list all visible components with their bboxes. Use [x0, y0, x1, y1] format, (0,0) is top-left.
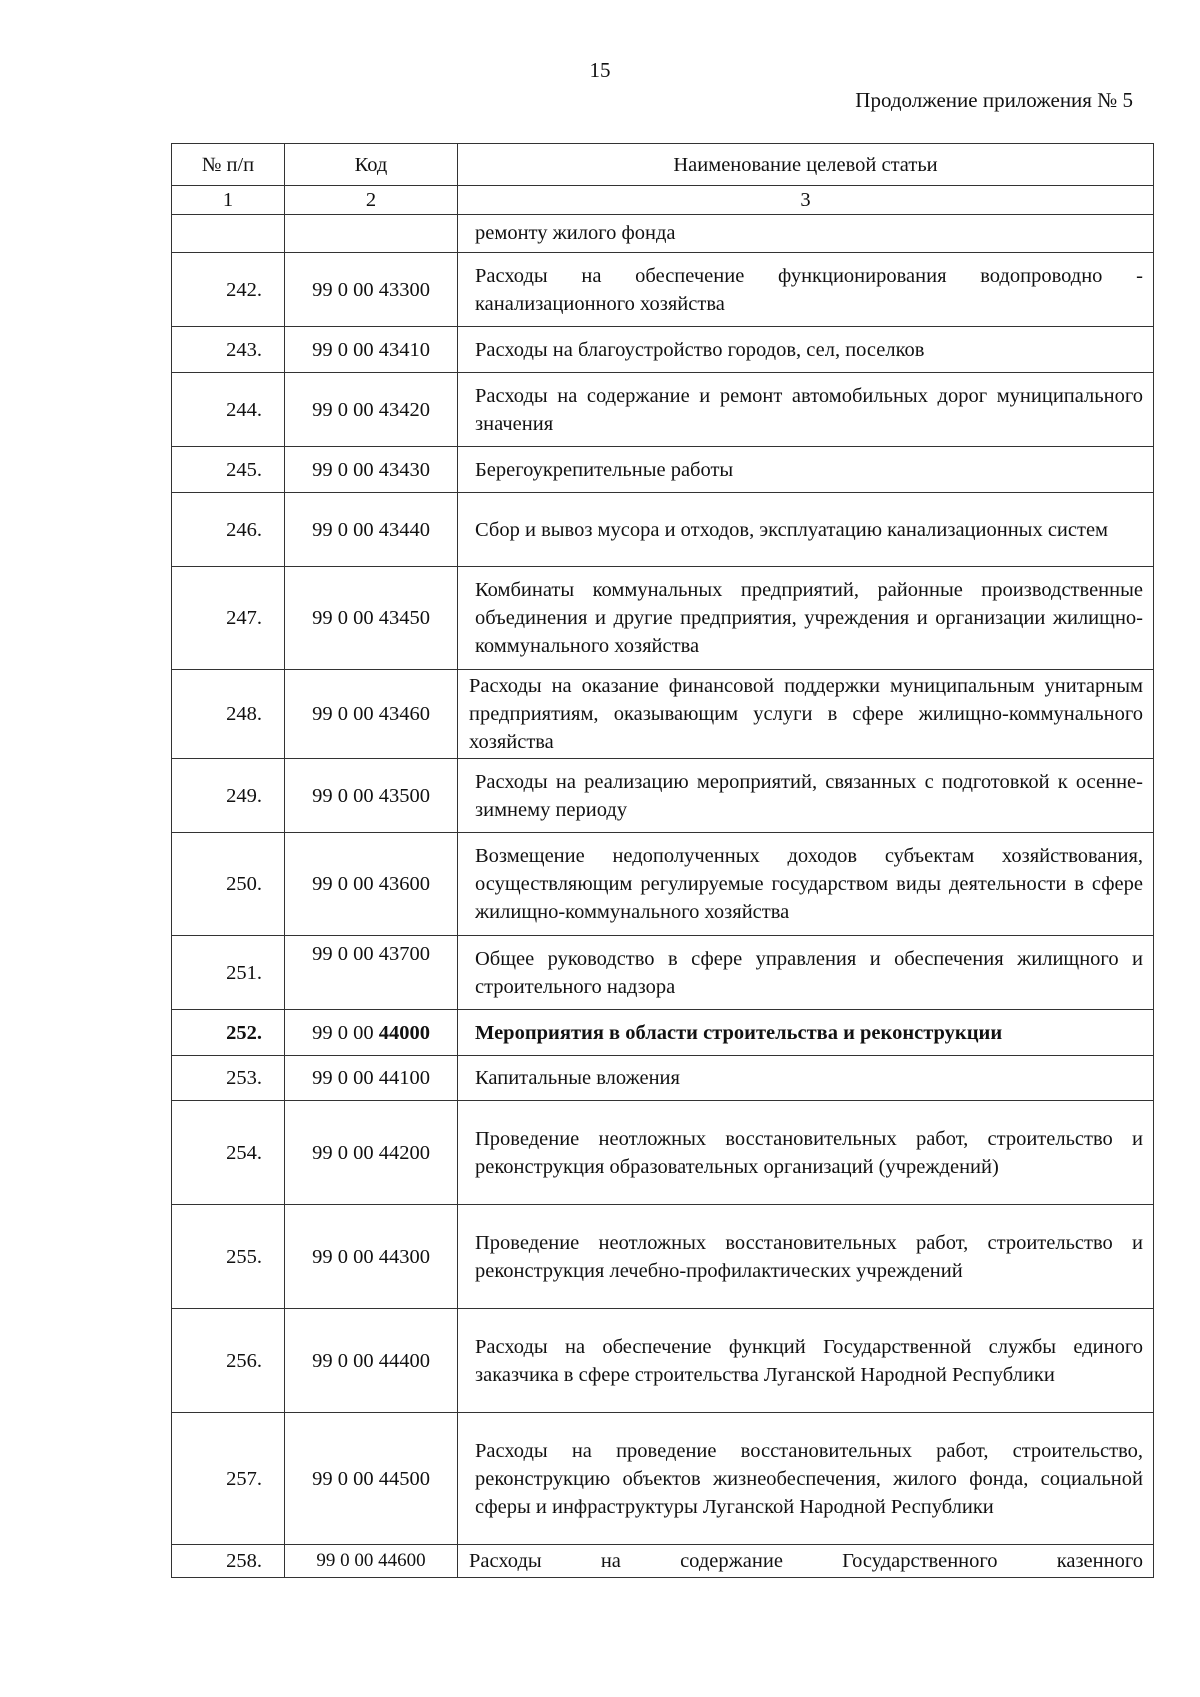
- row-name: Расходы на проведение восстановительных работ, строительство, реконструкцию объектов жизнеобеспечения, жилого фонда, социальной сферы и инфраструктуры Луганской Народной Республики: [458, 1413, 1154, 1545]
- header-code: Код: [285, 144, 458, 186]
- row-code: 99 0 00 44500: [285, 1413, 458, 1545]
- row-number: 254.: [172, 1101, 285, 1205]
- row-code: 99 0 00 44200: [285, 1101, 458, 1205]
- table-row: [172, 493, 1154, 567]
- table-row: [172, 1309, 1154, 1413]
- continuation-number-cell: [172, 215, 285, 253]
- table-row: [172, 1056, 1154, 1101]
- row-number: 257.: [172, 1413, 285, 1545]
- row-number: 258.: [172, 1545, 285, 1578]
- row-name: Расходы на содержание Государственного казенного: [458, 1545, 1154, 1578]
- row-code: 99 0 00 43410: [285, 327, 458, 373]
- row-number: 242.: [172, 253, 285, 327]
- row-number: 252.: [172, 1010, 285, 1056]
- target-articles-table: [171, 143, 1154, 1578]
- row-name: Общее руководство в сфере управления и обеспечения жилищного и строительного надзора: [458, 936, 1154, 1010]
- table-row: [172, 253, 1154, 327]
- row-code: 99 0 00 43430: [285, 447, 458, 493]
- row-code: 99 0 00 43500: [285, 759, 458, 833]
- row-number: 246.: [172, 493, 285, 567]
- table-row: [172, 759, 1154, 833]
- row-number: 249.: [172, 759, 285, 833]
- row-code: 99 0 00 44400: [285, 1309, 458, 1413]
- row-number: 256.: [172, 1309, 285, 1413]
- table-row: [172, 1205, 1154, 1309]
- row-name: Расходы на реализацию мероприятий, связанных с подготовкой к осенне-зимнему периоду: [458, 759, 1154, 833]
- table-row: [172, 373, 1154, 447]
- row-code: 99 0 00 44600: [285, 1545, 458, 1578]
- row-code: 99 0 00 43450: [285, 567, 458, 670]
- table-row: [172, 1101, 1154, 1205]
- row-number: 255.: [172, 1205, 285, 1309]
- page-number: 15: [589, 58, 611, 82]
- row-name: Сбор и вывоз мусора и отходов, эксплуатацию канализационных систем: [458, 493, 1154, 567]
- row-code: [285, 1010, 458, 1056]
- column-number-3: 3: [458, 186, 1154, 215]
- table-row: [172, 447, 1154, 493]
- table-row: [172, 833, 1154, 936]
- row-number: 244.: [172, 373, 285, 447]
- row-code: 99 0 00 43460: [285, 670, 458, 759]
- continuation-code-cell: [285, 215, 458, 253]
- header-name: Наименование целевой статьи: [458, 144, 1154, 186]
- row-name: Расходы на обеспечение функций Государственной службы единого заказчика в сфере строительства Луганской Народной Республики: [458, 1309, 1154, 1413]
- code-prefix: 99 0 00: [312, 1021, 379, 1044]
- row-number: 250.: [172, 833, 285, 936]
- row-number: 251.: [172, 936, 285, 1010]
- row-code: 99 0 00 44300: [285, 1205, 458, 1309]
- table-row: [172, 1545, 1154, 1578]
- row-code: 99 0 00 44100: [285, 1056, 458, 1101]
- table-row: [172, 1413, 1154, 1545]
- table-row: [172, 327, 1154, 373]
- table-row: [172, 670, 1154, 759]
- row-name: Берегоукрепительные работы: [458, 447, 1154, 493]
- row-name: Мероприятия в области строительства и реконструкции: [458, 1010, 1154, 1056]
- table-row: [172, 936, 1154, 1010]
- appendix-continuation-note: Продолжение приложения № 5: [855, 88, 1133, 112]
- row-number: 247.: [172, 567, 285, 670]
- row-name: Возмещение недополученных доходов субъектам хозяйствования, осуществляющим регулируемые государством виды деятельности в сфере жилищно-коммунального хозяйства: [458, 833, 1154, 936]
- row-code: 99 0 00 43440: [285, 493, 458, 567]
- row-name: Расходы на благоустройство городов, сел, поселков: [458, 327, 1154, 373]
- row-code: 99 0 00 43420: [285, 373, 458, 447]
- continuation-text: ремонту жилого фонда: [458, 215, 1154, 253]
- column-number-1: 1: [172, 186, 285, 215]
- table-row: [172, 567, 1154, 670]
- table-row-section-heading: [172, 1010, 1154, 1056]
- row-name: Расходы на обеспечение функционирования водопроводно - канализационного хозяйства: [458, 253, 1154, 327]
- row-number: 243.: [172, 327, 285, 373]
- row-name: Проведение неотложных восстановительных работ, строительство и реконструкция лечебно-профилактических учреждений: [458, 1205, 1154, 1309]
- column-numbers-row: [172, 186, 1154, 215]
- row-name: Расходы на содержание и ремонт автомобильных дорог муниципального значения: [458, 373, 1154, 447]
- row-number: 248.: [172, 670, 285, 759]
- continuation-row: [172, 215, 1154, 253]
- row-code: 99 0 00 43600: [285, 833, 458, 936]
- row-name: Капитальные вложения: [458, 1056, 1154, 1101]
- row-name: Расходы на оказание финансовой поддержки муниципальным унитарным предприятиям, оказывающим услуги в сфере жилищно-коммунального хозяйства: [458, 670, 1154, 759]
- code-bold-part: 44000: [378, 1021, 430, 1044]
- table-header-row: [172, 144, 1154, 186]
- row-number: 253.: [172, 1056, 285, 1101]
- row-code: 99 0 00 43300: [285, 253, 458, 327]
- row-name: Комбинаты коммунальных предприятий, районные производственные объединения и другие предприятия, учреждения и организации жилищно-коммунального хозяйства: [458, 567, 1154, 670]
- row-number: 245.: [172, 447, 285, 493]
- row-code: 99 0 00 43700: [285, 936, 458, 1010]
- header-number: № п/п: [172, 144, 285, 186]
- row-name: Проведение неотложных восстановительных работ, строительство и реконструкция образовательных организаций (учреждений): [458, 1101, 1154, 1205]
- column-number-2: 2: [285, 186, 458, 215]
